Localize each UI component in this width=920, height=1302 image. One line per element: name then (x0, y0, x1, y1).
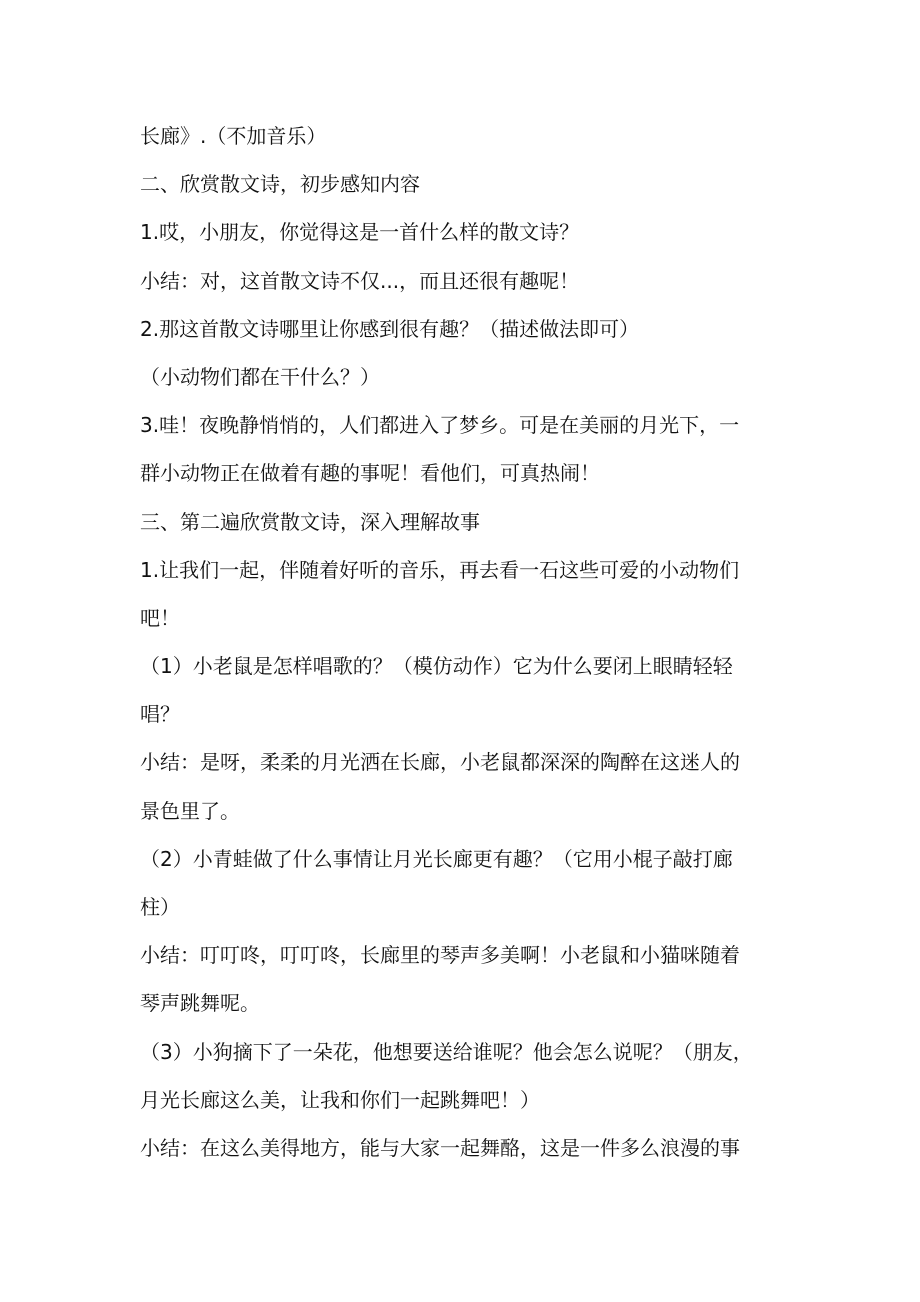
text-line: 吧！ (140, 605, 180, 630)
text-line: 2.那这首散文诗哪里让你感到很有趣？（描述做法即可） (140, 316, 640, 341)
summary-line: 小结：叮叮咚，叮叮咚，长廊里的琴声多美啊！小老鼠和小猫咪随着 (140, 943, 740, 968)
text-line: （1）小老鼠是怎样唱歌的？（模仿动作）它为什么要闭上眼睛轻轻 (140, 654, 733, 679)
document-body (140, 112, 790, 1172)
text-line: 景色里了。 (140, 798, 240, 823)
text-line: 琴声跳舞呢。 (140, 991, 260, 1016)
text-line: 长廊》.（不加音乐） (140, 124, 327, 148)
text-line: 1.让我们一起，伴随着好听的音乐，再去看一石这些可爱的小动物们 (140, 557, 740, 582)
text-line: （2）小青蛙做了什么事情让月光长廊更有趣？（它用小棍子敲打廊 (140, 846, 733, 871)
text-line: 唱？ (140, 702, 180, 727)
section-heading: 三、第二遍欣赏散文诗，深入理解故事 (140, 509, 480, 534)
section-heading: 二、欣赏散文诗，初步感知内容 (140, 172, 420, 197)
text-line: 1.哎，小朋友，你觉得这是一首什么样的散文诗？ (140, 220, 580, 245)
text-line: 3.哇！夜晚静悄悄的，人们都进入了梦乡。可是在美丽的月光下，一 (140, 413, 740, 438)
text-line: 群小动物正在做着有趣的事呢！看他们，可真热闹！ (140, 461, 600, 486)
summary-line: 小结：对，这首散文诗不仅...，而且还很有趣呢！ (140, 268, 580, 293)
summary-line: 小结：是呀，柔柔的月光洒在长廊，小老鼠都深深的陶醉在这迷人的 (140, 750, 740, 775)
text-line: （3）小狗摘下了一朵花，他想要送给谁呢？他会怎么说呢？（朋友， (140, 1039, 753, 1064)
summary-line: 小结：在这么美得地方，能与大家一起舞酪，这是一件多么浪漫的事 (140, 1135, 740, 1160)
text-line: 月光长廊这么美，让我和你们一起跳舞吧！） (140, 1087, 540, 1112)
text-line: （小动物们都在干什么？） (140, 364, 380, 389)
text-line: 柱） (140, 895, 180, 919)
